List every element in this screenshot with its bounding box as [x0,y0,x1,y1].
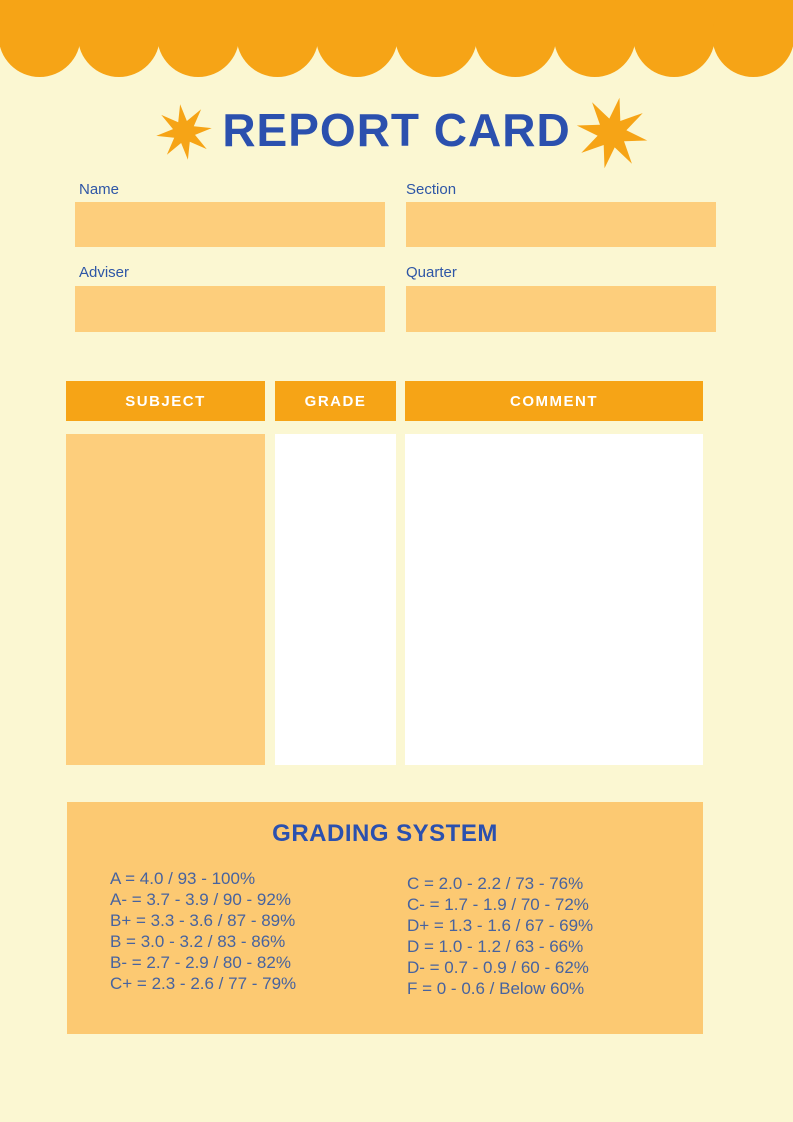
quarter-input[interactable] [406,286,716,332]
grading-scale-entry: D- = 0.7 - 0.9 / 60 - 62% [407,958,589,977]
grading-scale-entry: D+ = 1.3 - 1.6 / 67 - 69% [407,916,594,935]
grade-column-field[interactable] [275,434,396,765]
grade-column-header: GRADE [275,381,396,421]
grading-system-title: GRADING SYSTEM [272,820,498,847]
grading-scale-entry: B+ = 3.3 - 3.6 / 87 - 89% [110,911,296,930]
quarter-field-label: Quarter [406,264,457,281]
grading-system-panel [67,802,703,1034]
grading-scale-entry: A = 4.0 / 93 - 100% [110,869,256,888]
comment-column-header: COMMENT [405,381,703,421]
adviser-input[interactable] [75,286,385,332]
subject-column-field[interactable] [66,434,265,765]
grading-scale-right-column [407,873,593,999]
section-input[interactable] [406,202,716,247]
name-field-label: Name [79,181,120,198]
grading-scale-entry: C- = 1.7 - 1.9 / 70 - 72% [407,895,589,914]
starburst-icon [565,89,658,176]
grading-scale-entry: F = 0 - 0.6 / Below 60% [407,979,585,998]
grading-scale-entry: C = 2.0 - 2.2 / 73 - 76% [407,874,584,893]
adviser-field-label: Adviser [79,264,130,281]
grading-scale-entry: C+ = 2.3 - 2.6 / 77 - 79% [110,974,297,993]
name-input[interactable] [75,202,385,247]
grading-scale-entry: B- = 2.7 - 2.9 / 80 - 82% [110,953,291,972]
comment-column-field[interactable] [405,434,703,765]
grading-scale-entry: B = 3.0 - 3.2 / 83 - 86% [110,932,286,951]
grading-scale-entry: D = 1.0 - 1.2 / 63 - 66% [407,937,584,956]
page-title: REPORT CARD [222,104,571,156]
grading-scale-left-column [110,868,296,994]
subject-column-header: SUBJECT [66,381,265,421]
grading-scale-entry: A- = 3.7 - 3.9 / 90 - 92% [110,890,291,909]
section-field-label: Section [406,181,457,198]
scalloped-border-icon [0,0,793,80]
